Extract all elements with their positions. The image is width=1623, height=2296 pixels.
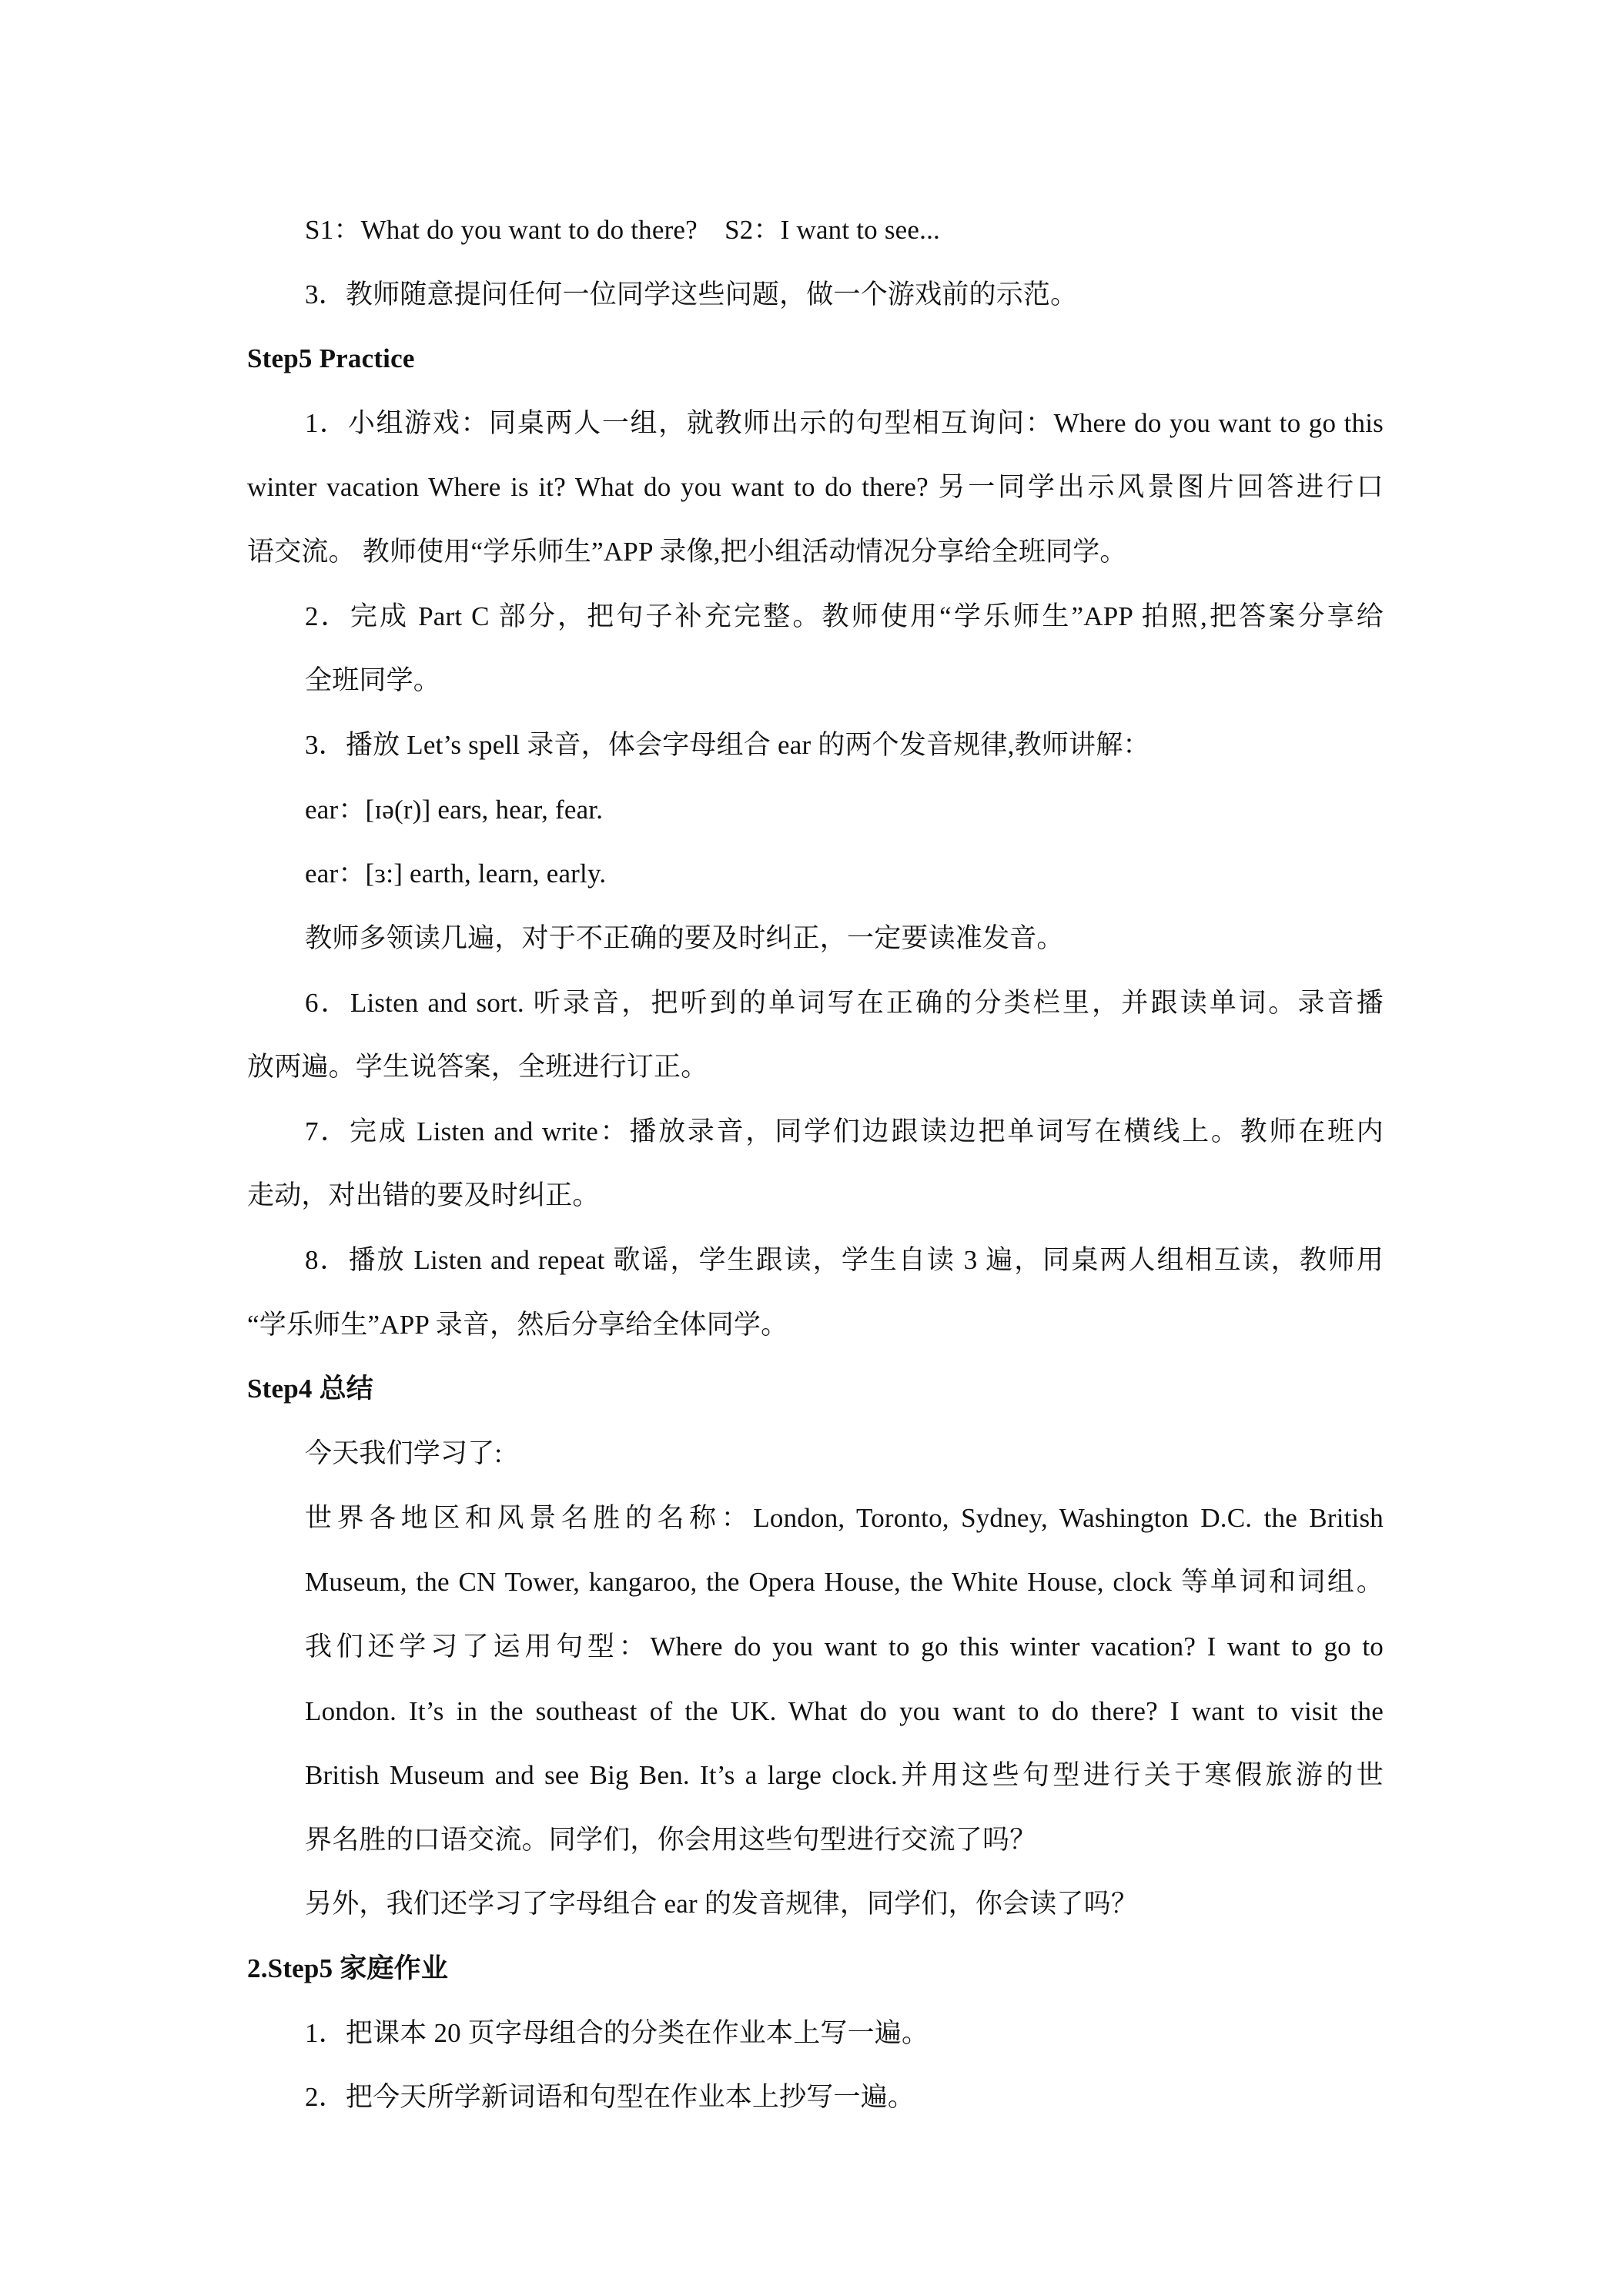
summary-line-7: 另外，我们还学习了字母组合 ear 的发音规律，同学们，你会读了吗？ (305, 1889, 1139, 1919)
section-heading-homework: 2.Step5 家庭作业 (247, 1953, 449, 1983)
phonics-rule-1: ear：[ɪə(r)] ears, hear, fear. (305, 795, 604, 825)
practice-item-8-line-2: “学乐师生”APP 录音，然后分享给全体同学。 (247, 1310, 788, 1340)
practice-item-6-line-1: 6．Listen and sort. 听录音，把听到的单词写在正确的分类栏里，并跟读单词。录音播 (305, 988, 1384, 1018)
practice-item-7-line-2: 走动，对出错的要及时纠正。 (247, 1180, 600, 1210)
phonics-rule-2: ear：[ɜ:] earth, learn, early. (305, 858, 607, 889)
homework-item-2: 2．把今天所学新词语和句型在作业本上抄写一遍。 (305, 2082, 915, 2112)
practice-item-2-line-1: 2．完成 Part C 部分，把句子补充完整。教师使用“学乐师生”APP 拍照,把答案分享给 (305, 601, 1384, 631)
practice-item-7-line-1: 7．完成 Listen and write：播放录音，同学们边跟读边把单词写在横线上。教师在班内 (305, 1116, 1384, 1146)
teacher-note: 教师多领读几遍，对于不正确的要及时纠正，一定要读准发音。 (305, 923, 1064, 953)
summary-line-2: Museum, the CN Tower, kangaroo, the Opera House, the White House, clock 等单词和词组。 (305, 1567, 1384, 1597)
summary-line-4: London. It’s in the southeast of the UK. What do you want to do there? I want to visit the (305, 1696, 1384, 1726)
dialogue-line: S1：What do you want to do there? S2：I want to see... (305, 215, 940, 245)
summary-line-3: 我们还学习了运用句型：Where do you want to go this winter vacation? I want to go to (305, 1632, 1384, 1662)
summary-intro: 今天我们学习了: (305, 1438, 503, 1468)
section-heading-summary: Step4 总结 (247, 1374, 373, 1404)
practice-item-2-line-2: 全班同学。 (305, 665, 441, 695)
section-heading-practice: Step5 Practice (247, 343, 415, 373)
step-item-3-demo: 3．教师随意提问任何一位同学这些问题，做一个游戏前的示范。 (305, 279, 1078, 310)
practice-item-1-line-2: winter vacation Where is it? What do you want to do there? 另一同学出示风景图片回答进行口 (247, 472, 1384, 502)
practice-item-3: 3．播放 Let’s spell 录音，体会字母组合 ear 的两个发音规律,教师讲解： (305, 730, 1150, 760)
summary-line-6: 界名胜的口语交流。同学们，你会用这些句型进行交流了吗？ (305, 1825, 1037, 1855)
practice-item-6-line-2: 放两遍。学生说答案，全班进行订正。 (247, 1052, 708, 1082)
homework-item-1: 1．把课本 20 页字母组合的分类在作业本上写一遍。 (305, 2018, 929, 2048)
practice-item-1-line-1: 1．小组游戏：同桌两人一组，就教师出示的句型相互询问：Where do you want to go this (305, 408, 1384, 438)
practice-item-1-line-3: 语交流。 教师使用“学乐师生”APP 录像,把小组活动情况分享给全班同学。 (247, 537, 1127, 567)
practice-item-8-line-1: 8．播放 Listen and repeat 歌谣，学生跟读，学生自读 3 遍，同桌两人组相互读，教师用 (305, 1245, 1384, 1275)
summary-line-1: 世界各地区和风景名胜的名称：London, Toronto, Sydney, Washington D.C. the British (305, 1503, 1384, 1533)
summary-line-5: British Museum and see Big Ben. It’s a large clock.并用这些句型进行关于寒假旅游的世 (305, 1760, 1384, 1790)
